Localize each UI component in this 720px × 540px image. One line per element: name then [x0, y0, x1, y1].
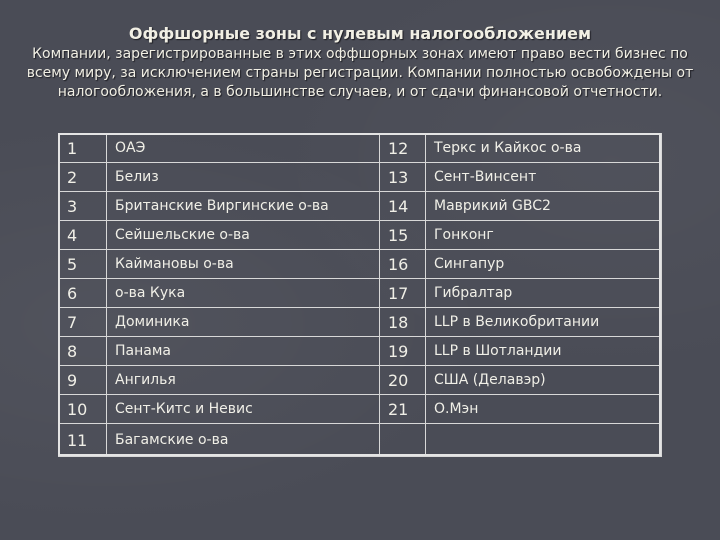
row-number: 10 — [59, 395, 107, 424]
row-number: 13 — [380, 163, 426, 192]
zone-name: Белиз — [107, 163, 380, 192]
row-number: 16 — [380, 250, 426, 279]
row-number: 2 — [59, 163, 107, 192]
zone-name: о-ва Кука — [107, 279, 380, 308]
row-number: 7 — [59, 308, 107, 337]
row-number: 11 — [59, 424, 107, 457]
zone-name: О.Мэн — [426, 395, 662, 424]
zone-name: Доминика — [107, 308, 380, 337]
slide-subtitle: Компании, зарегистрированные в этих оффшорных зонах имеют право вести бизнес по всему миру, за исключением страны регистрации. Компании полностью освобождены от налогообложения, а в большинстве случаев, и от сдачи финансовой отчетности. — [26, 46, 694, 100]
row-number: 3 — [59, 192, 107, 221]
zone-name: LLP в Шотландии — [426, 337, 662, 366]
row-number: 12 — [380, 134, 426, 163]
zone-name: Маврикий GBC2 — [426, 192, 662, 221]
zone-name: Каймановы о-ва — [107, 250, 380, 279]
zone-name: Гибралтар — [426, 279, 662, 308]
zone-name: Гонконг — [426, 221, 662, 250]
row-number: 4 — [59, 221, 107, 250]
zone-name: Теркс и Кайкос о-ва — [426, 134, 662, 163]
row-number: 17 — [380, 279, 426, 308]
table-outer-border — [58, 133, 661, 456]
zone-name: Сингапур — [426, 250, 662, 279]
row-number: 8 — [59, 337, 107, 366]
row-number: 18 — [380, 308, 426, 337]
row-number: 19 — [380, 337, 426, 366]
row-number: 20 — [380, 366, 426, 395]
zone-name: ОАЭ — [107, 134, 380, 163]
row-number: 15 — [380, 221, 426, 250]
zone-name: Британские Виргинские о-ва — [107, 192, 380, 221]
row-number: 6 — [59, 279, 107, 308]
zone-name: Ангилья — [107, 366, 380, 395]
zone-name: Сейшельские о-ва — [107, 221, 380, 250]
zone-name: Панама — [107, 337, 380, 366]
row-number: 14 — [380, 192, 426, 221]
row-number: 5 — [59, 250, 107, 279]
slide-title: Оффшорные зоны с нулевым налогообложением — [128, 24, 592, 43]
row-number: 9 — [59, 366, 107, 395]
zone-name: Сент-Китс и Невис — [107, 395, 380, 424]
zone-name: Сент-Винсент — [426, 163, 662, 192]
row-number: 21 — [380, 395, 426, 424]
zone-name: LLP в Великобритании — [426, 308, 662, 337]
zone-name: США (Делавэр) — [426, 366, 662, 395]
row-number: 1 — [59, 134, 107, 163]
zone-name: Багамские о-ва — [107, 424, 380, 457]
